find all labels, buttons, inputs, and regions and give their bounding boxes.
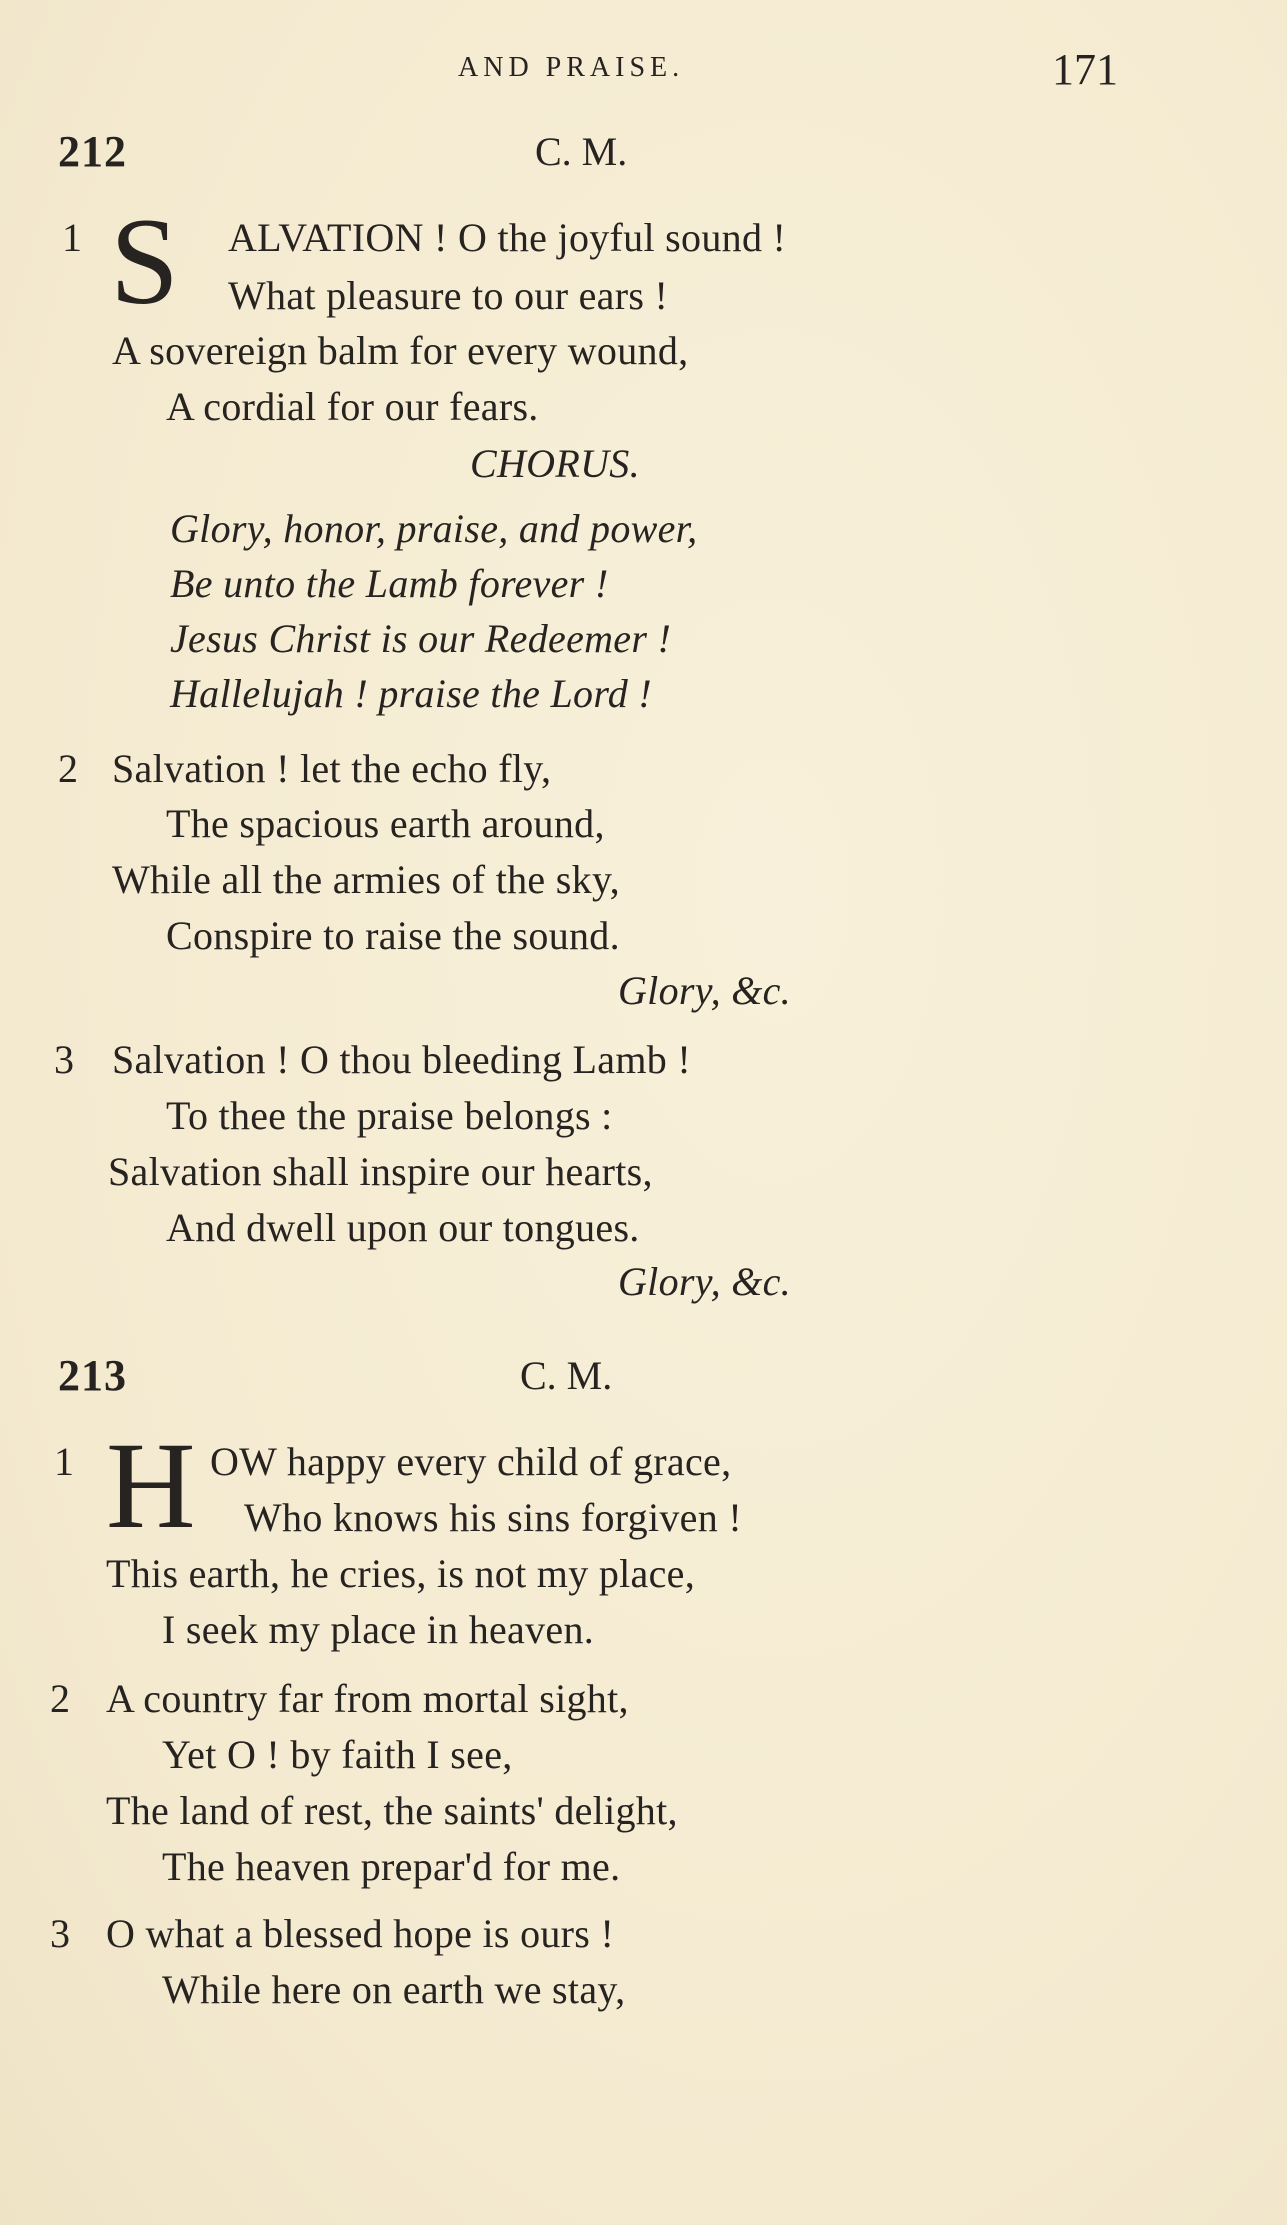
- verse-line: The spacious earth around,: [166, 801, 605, 846]
- running-title: AND PRAISE.: [458, 52, 685, 83]
- verse-number: 3: [54, 1037, 74, 1082]
- verse-line: O what a blessed hope is ours !: [106, 1911, 615, 1956]
- hymn-number: 213: [58, 1351, 127, 1400]
- chorus-line: Hallelujah ! praise the Lord !: [170, 671, 652, 716]
- chorus-line: Glory, honor, praise, and power,: [170, 506, 698, 551]
- verse-line: A sovereign balm for every wound,: [112, 328, 689, 373]
- verse-line: Yet O ! by faith I see,: [162, 1732, 513, 1777]
- verse-line: And dwell upon our tongues.: [166, 1205, 640, 1250]
- verse-line: I seek my place in heaven.: [162, 1607, 595, 1652]
- hymn-meter: C. M.: [535, 129, 628, 174]
- verse-line: ALVATION ! O the joyful sound !: [228, 215, 787, 260]
- verse-number: 3: [50, 1911, 70, 1956]
- hymn-meter: C. M.: [520, 1353, 613, 1398]
- verse-line: To thee the praise belongs :: [166, 1093, 613, 1138]
- verse-line: While all the armies of the sky,: [112, 857, 620, 902]
- page-number: 171: [1052, 45, 1118, 94]
- chorus-line: Jesus Christ is our Redeemer !: [170, 616, 672, 661]
- verse-line: Salvation shall inspire our hearts,: [108, 1149, 653, 1194]
- refrain: Glory, &c.: [618, 968, 791, 1013]
- verse-number: 1: [62, 215, 82, 260]
- chorus-title: CHORUS.: [470, 441, 640, 486]
- verse-line: A cordial for our fears.: [166, 384, 539, 429]
- drop-cap: H: [106, 1417, 196, 1554]
- verse-number: 2: [58, 746, 78, 791]
- verse-line: The heaven prepar'd for me.: [162, 1844, 621, 1889]
- verse-line: Salvation ! O thou bleeding Lamb !: [112, 1037, 691, 1082]
- verse-line: Conspire to raise the sound.: [166, 913, 620, 958]
- verse-line: Salvation ! let the echo fly,: [112, 746, 552, 791]
- refrain: Glory, &c.: [618, 1259, 791, 1304]
- verse-line: This earth, he cries, is not my place,: [106, 1551, 695, 1596]
- verse-line: The land of rest, the saints' delight,: [106, 1788, 678, 1833]
- verse-line: Who knows his sins forgiven !: [244, 1495, 742, 1540]
- hymn-number: 212: [58, 127, 127, 176]
- verse-line: OW happy every child of grace,: [210, 1439, 732, 1484]
- chorus-line: Be unto the Lamb forever !: [170, 561, 609, 606]
- verse-line: A country far from mortal sight,: [106, 1676, 629, 1721]
- verse-line: What pleasure to our ears !: [228, 273, 669, 318]
- drop-cap: S: [110, 193, 179, 330]
- verse-number: 1: [54, 1439, 74, 1484]
- verse-line: While here on earth we stay,: [162, 1967, 626, 2012]
- verse-number: 2: [50, 1676, 70, 1721]
